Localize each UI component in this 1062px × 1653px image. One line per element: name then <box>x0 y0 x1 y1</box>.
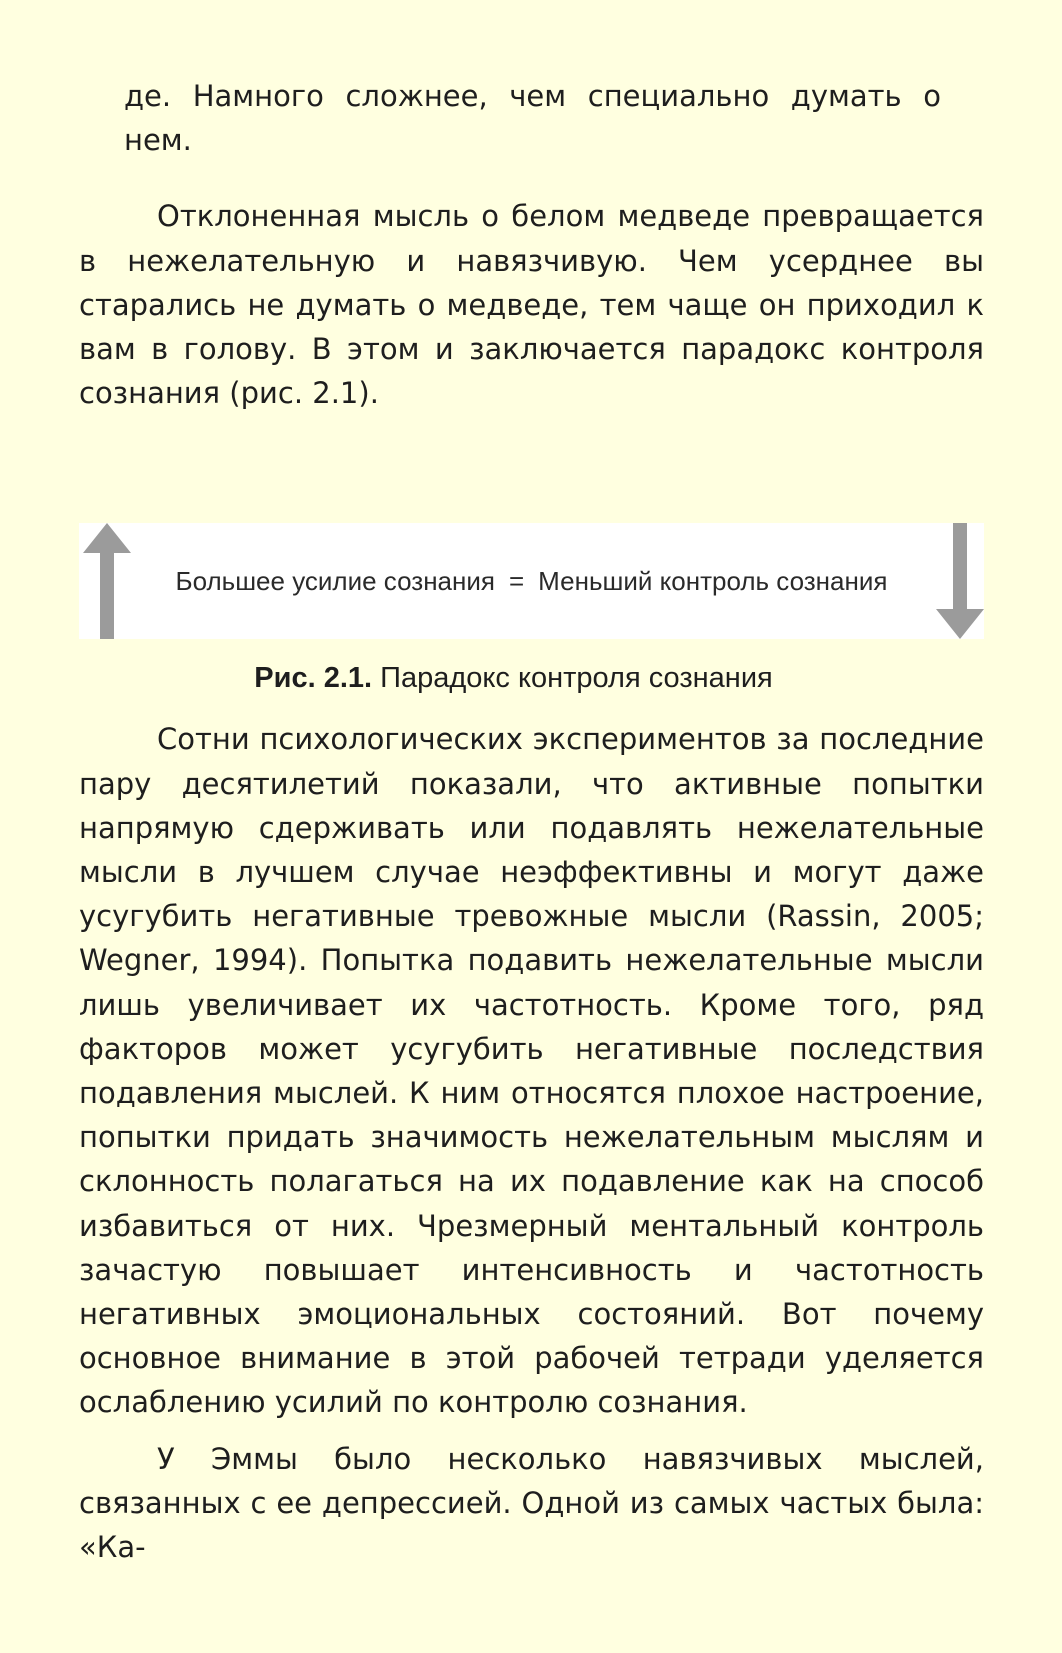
figure-formula <box>134 523 929 639</box>
figure-caption <box>79 659 984 697</box>
arrow-down-icon <box>936 523 984 639</box>
formula-left: Большее усилие сознания <box>175 565 495 596</box>
arrow-up-icon <box>83 523 131 639</box>
page-content <box>79 74 984 1569</box>
formula-equals: = <box>508 565 525 596</box>
arrow-up-shape <box>83 523 131 639</box>
paragraph-emma: У Эммы было несколько навязчивых мыслей, связанных с ее депрессией. Одной из самых частых была: «Ка- <box>79 1441 984 1565</box>
formula-right: Меньший контроль сознания <box>538 565 888 596</box>
figure-mind-control-paradox <box>79 523 984 639</box>
paragraph-continuation: де. Намного сложнее, чем специально думать о нем. <box>124 79 941 158</box>
paragraph-white-bear: Отклоненная мысль о белом медведе превращается в нежелательную и навязчивую. Чем усерднее вы старались не думать о медведе, тем чаще он приходил к вам в голову. В этом и заключается парадокс контроля сознания (рис. 2.1). <box>79 199 984 411</box>
caption-text: Парадокс контроля сознания <box>380 662 773 695</box>
paragraph-experiments: Сотни психологических экспериментов за последние пару десятилетий показали, что активные попытки напрямую сдерживать или подавлять нежелательные мысли в лучшем случае неэффективны и могут даже усугубить негативные тревожные мысли (Rassin, 2005; Wegner, 1994). Попытка подавить нежелательные мысли лишь увеличивает их частотность. Кроме того, ряд факторов может усугубить негативные последствия подавления мыслей. К ним относятся плохое настроение, попытки придать значимость нежелательным мыслям и склонность полагаться на их подавление как на способ избавиться от них. Чрезмерный ментальный контроль зачастую повышает интенсивность и частотность негативных эмоциональных состояний. Вот почему основное внимание в этой рабочей тетради уделяется ослаблению усилий по контролю сознания. <box>79 722 984 1420</box>
arrow-down-shape <box>936 523 984 639</box>
caption-number: Рис. 2.1. <box>254 662 373 695</box>
